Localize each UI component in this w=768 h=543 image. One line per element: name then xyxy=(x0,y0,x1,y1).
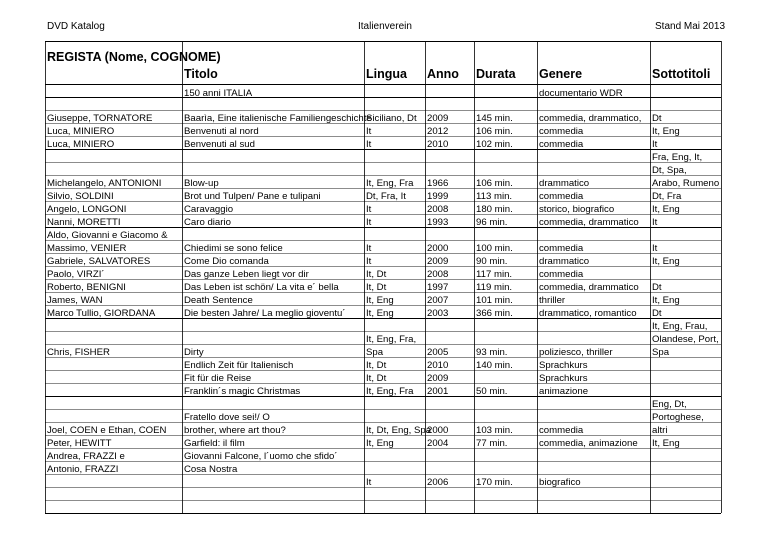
row-7-durata: 96 min. xyxy=(476,217,508,228)
row-4-durata: 106 min. xyxy=(476,178,513,189)
row-7-anno: 1993 xyxy=(427,217,449,228)
row-10-durata: 117 min. xyxy=(476,269,513,280)
row-2-regista: Luca, MINIERO xyxy=(47,126,115,137)
row-10-genere: commedia xyxy=(539,269,584,280)
row-19-anno: 2004 xyxy=(427,438,449,449)
row-1-regista: Giuseppe, TORNATORE xyxy=(47,113,153,124)
row-16-genere: Sprachkurs xyxy=(539,373,588,384)
row-4-sottotitoli: Fra, Eng, It, Dt, Spa, Arabo, Rumeno xyxy=(652,152,720,190)
row-6-lingua: It xyxy=(366,204,372,215)
row-11-genere: commedia, drammatico xyxy=(539,282,639,293)
row-13-anno: 2003 xyxy=(427,308,449,319)
row-0-genere: documentario WDR xyxy=(539,87,623,99)
row-5-genere: commedia xyxy=(539,191,584,202)
row-20-regista: Andrea, FRAZZI e Antonio, FRAZZI xyxy=(47,451,125,476)
row-2-anno: 2012 xyxy=(427,126,449,137)
row-5-sottotitoli: Dt, Fra xyxy=(652,191,682,202)
header-regista xyxy=(47,50,221,65)
row-15-lingua: It, Dt xyxy=(366,360,387,371)
row-12-durata: 101 min. xyxy=(476,295,513,306)
row-7-sottotitoli: It xyxy=(652,217,658,228)
row-13-genere: drammatico, romantico xyxy=(539,308,637,319)
row-12-lingua: It, Eng xyxy=(366,295,394,306)
header-lingua: Lingua xyxy=(366,67,407,81)
row-6-sottotitoli: It, Eng xyxy=(652,204,680,215)
row-14-lingua: It, Eng, Fra, Spa xyxy=(366,334,417,359)
row-12-sottotitoli: It, Eng xyxy=(652,295,680,306)
row-8-lingua: It xyxy=(366,243,372,254)
row-2-titolo: Benvenuti al nord xyxy=(184,126,259,137)
row-13-lingua: It, Eng xyxy=(366,308,394,319)
row-8-regista: Aldo, Giovanni e Giacomo & Massimo, VENIER xyxy=(47,230,168,255)
row-18-lingua: It, Dt, Eng, Spa xyxy=(366,425,432,436)
row-5-lingua: Dt, Fra, It xyxy=(366,191,406,202)
row-15-anno: 2010 xyxy=(427,360,449,371)
row-8-genere: commedia xyxy=(539,243,584,254)
row-16-titolo: Fit für die Reise xyxy=(184,373,252,384)
row-10-regista: Paolo, VIRZI´ xyxy=(47,269,105,280)
row-9-durata: 90 min. xyxy=(476,256,508,267)
row-2-lingua: It xyxy=(366,126,372,137)
header-sottotitoli: Sottotitoli xyxy=(652,67,711,81)
row-8-anno: 2000 xyxy=(427,243,449,254)
row-15-durata: 140 min. xyxy=(476,360,513,371)
row-5-titolo: Brot und Tulpen/ Pane e tulipani xyxy=(184,191,321,202)
row-3-lingua: It xyxy=(366,139,372,150)
row-11-anno: 1997 xyxy=(427,282,449,293)
row-18-anno: 2000 xyxy=(427,425,449,436)
row-18-sottotitoli: Eng, Dt, Portoghese, altri xyxy=(652,399,704,437)
row-16-lingua: It, Dt xyxy=(366,373,387,384)
row-1-genere: commedia, drammatico, xyxy=(539,113,642,124)
row-12-titolo: Death Sentence xyxy=(184,295,253,306)
row-12-anno: 2007 xyxy=(427,295,449,306)
row-9-lingua: It xyxy=(366,256,372,267)
row-6-anno: 2008 xyxy=(427,204,449,215)
row-8-durata: 100 min. xyxy=(476,243,513,254)
row-7-regista: Nanni, MORETTI xyxy=(47,217,121,228)
row-13-regista: Marco Tullio, GIORDANA xyxy=(47,308,156,319)
row-10-lingua: It, Dt xyxy=(366,269,387,280)
row-17-durata: 50 min. xyxy=(476,386,508,397)
row-14-anno: 2005 xyxy=(427,347,449,358)
row-13-titolo: Die besten Jahre/ La meglio gioventu´ xyxy=(184,308,346,319)
row-1-anno: 2009 xyxy=(427,113,449,124)
row-11-regista: Roberto, BENIGNI xyxy=(47,282,126,293)
row-18-regista: Joel, COEN e Ethan, COEN xyxy=(47,425,167,436)
header-regista-line2: (Nome, COGNOME) xyxy=(104,50,221,64)
row-11-durata: 119 min. xyxy=(476,282,513,293)
row-5-durata: 113 min. xyxy=(476,191,513,202)
row-19-titolo: Garfield: il film xyxy=(184,438,245,449)
row-4-anno: 1966 xyxy=(427,178,449,189)
row-5-regista: Silvio, SOLDINI xyxy=(47,191,114,202)
row-3-sottotitoli: It xyxy=(652,139,658,150)
row-9-anno: 2009 xyxy=(427,256,449,267)
row-14-sottotitoli: It, Eng, Frau, Olandese, Port, Spa xyxy=(652,321,719,359)
row-13-durata: 366 min. xyxy=(476,308,513,319)
row-1-titolo: Baarìa, Eine italienische Familiengeschichte xyxy=(184,113,372,124)
row-7-genere: commedia, drammatico xyxy=(539,217,639,228)
row-14-durata: 93 min. xyxy=(476,347,508,358)
row-3-durata: 102 min. xyxy=(476,139,513,150)
row-4-genere: drammatico xyxy=(539,178,590,189)
row-3-titolo: Benvenuti al sud xyxy=(184,139,255,150)
row-6-genere: storico, biografico xyxy=(539,204,615,215)
row-20-genere: biografico xyxy=(539,477,581,488)
row-17-titolo: Franklin´s magic Christmas xyxy=(184,386,301,397)
header-regista-line1: REGISTA xyxy=(47,50,102,64)
row-9-sottotitoli: It, Eng xyxy=(652,256,680,267)
row-11-sottotitoli: Dt xyxy=(652,282,662,293)
row-9-titolo: Come Dio comanda xyxy=(184,256,269,267)
row-4-lingua: It, Eng, Fra xyxy=(366,178,414,189)
row-10-titolo: Das ganze Leben liegt vor dir xyxy=(184,269,309,280)
header-center: Italienverein xyxy=(358,21,412,32)
row-19-durata: 77 min. xyxy=(476,438,508,449)
row-4-titolo: Blow-up xyxy=(184,178,219,189)
row-15-genere: Sprachkurs xyxy=(539,360,588,371)
row-18-durata: 103 min. xyxy=(476,425,513,436)
row-17-genere: animazione xyxy=(539,386,589,397)
row-4-regista: Michelangelo, ANTONIONI xyxy=(47,178,162,189)
row-17-lingua: It, Eng, Fra xyxy=(366,386,414,397)
row-17-anno: 2001 xyxy=(427,386,449,397)
row-2-genere: commedia xyxy=(539,126,584,137)
row-9-regista: Gabriele, SALVATORES xyxy=(47,256,151,267)
row-13-sottotitoli: Dt xyxy=(652,308,662,319)
row-14-genere: poliziesco, thriller xyxy=(539,347,613,358)
row-20-anno: 2006 xyxy=(427,477,449,488)
row-11-lingua: It, Dt xyxy=(366,282,387,293)
row-6-regista: Angelo, LONGONI xyxy=(47,204,127,215)
row-1-sottotitoli: Dt xyxy=(652,113,662,124)
row-3-anno: 2010 xyxy=(427,139,449,150)
row-20-titolo: Giovanni Falcone, l´uomo che sfido´ Cosa Nostra xyxy=(184,451,338,476)
row-8-titolo: Chiedimi se sono felice xyxy=(184,243,283,254)
header-durata: Durata xyxy=(476,67,516,81)
row-0-titolo: 150 anni ITALIA xyxy=(184,87,253,99)
row-19-lingua: It, Eng xyxy=(366,438,394,449)
header-anno: Anno xyxy=(427,67,459,81)
row-2-durata: 106 min. xyxy=(476,126,513,137)
row-18-genere: commedia xyxy=(539,425,584,436)
row-8-sottotitoli: It xyxy=(652,243,658,254)
row-20-durata: 170 min. xyxy=(476,477,513,488)
row-12-regista: James, WAN xyxy=(47,295,103,306)
row-7-lingua: It xyxy=(366,217,372,228)
row-2-sottotitoli: It, Eng xyxy=(652,126,680,137)
row-11-titolo: Das Leben ist schön/ La vita e´ bella xyxy=(184,282,339,293)
row-15-titolo: Endlich Zeit für Italienisch xyxy=(184,360,294,371)
row-3-regista: Luca, MINIERO xyxy=(47,139,115,150)
row-10-anno: 2008 xyxy=(427,269,449,280)
row-18-titolo: Fratello dove sei!/ O brother, where art thou? xyxy=(184,412,286,437)
row-19-sottotitoli: It, Eng xyxy=(652,438,680,449)
row-19-regista: Peter, HEWITT xyxy=(47,438,112,449)
row-9-genere: drammatico xyxy=(539,256,590,267)
header-genere: Genere xyxy=(539,67,583,81)
row-1-durata: 145 min. xyxy=(476,113,513,124)
row-1-lingua: Siciliano, Dt xyxy=(366,113,417,124)
row-5-anno: 1999 xyxy=(427,191,449,202)
row-14-titolo: Dirty xyxy=(184,347,204,358)
row-3-genere: commedia xyxy=(539,139,584,150)
row-12-genere: thriller xyxy=(539,295,566,306)
header-left: DVD Katalog xyxy=(47,21,105,32)
row-16-anno: 2009 xyxy=(427,373,449,384)
header-right: Stand Mai 2013 xyxy=(655,21,726,32)
header-titolo: Titolo xyxy=(184,67,218,81)
row-6-titolo: Caravaggio xyxy=(184,204,234,215)
row-14-regista: Chris, FISHER xyxy=(47,347,110,358)
row-7-titolo: Caro diario xyxy=(184,217,231,228)
row-20-lingua: It xyxy=(366,477,372,488)
row-19-genere: commedia, animazione xyxy=(539,438,638,449)
row-6-durata: 180 min. xyxy=(476,204,513,215)
